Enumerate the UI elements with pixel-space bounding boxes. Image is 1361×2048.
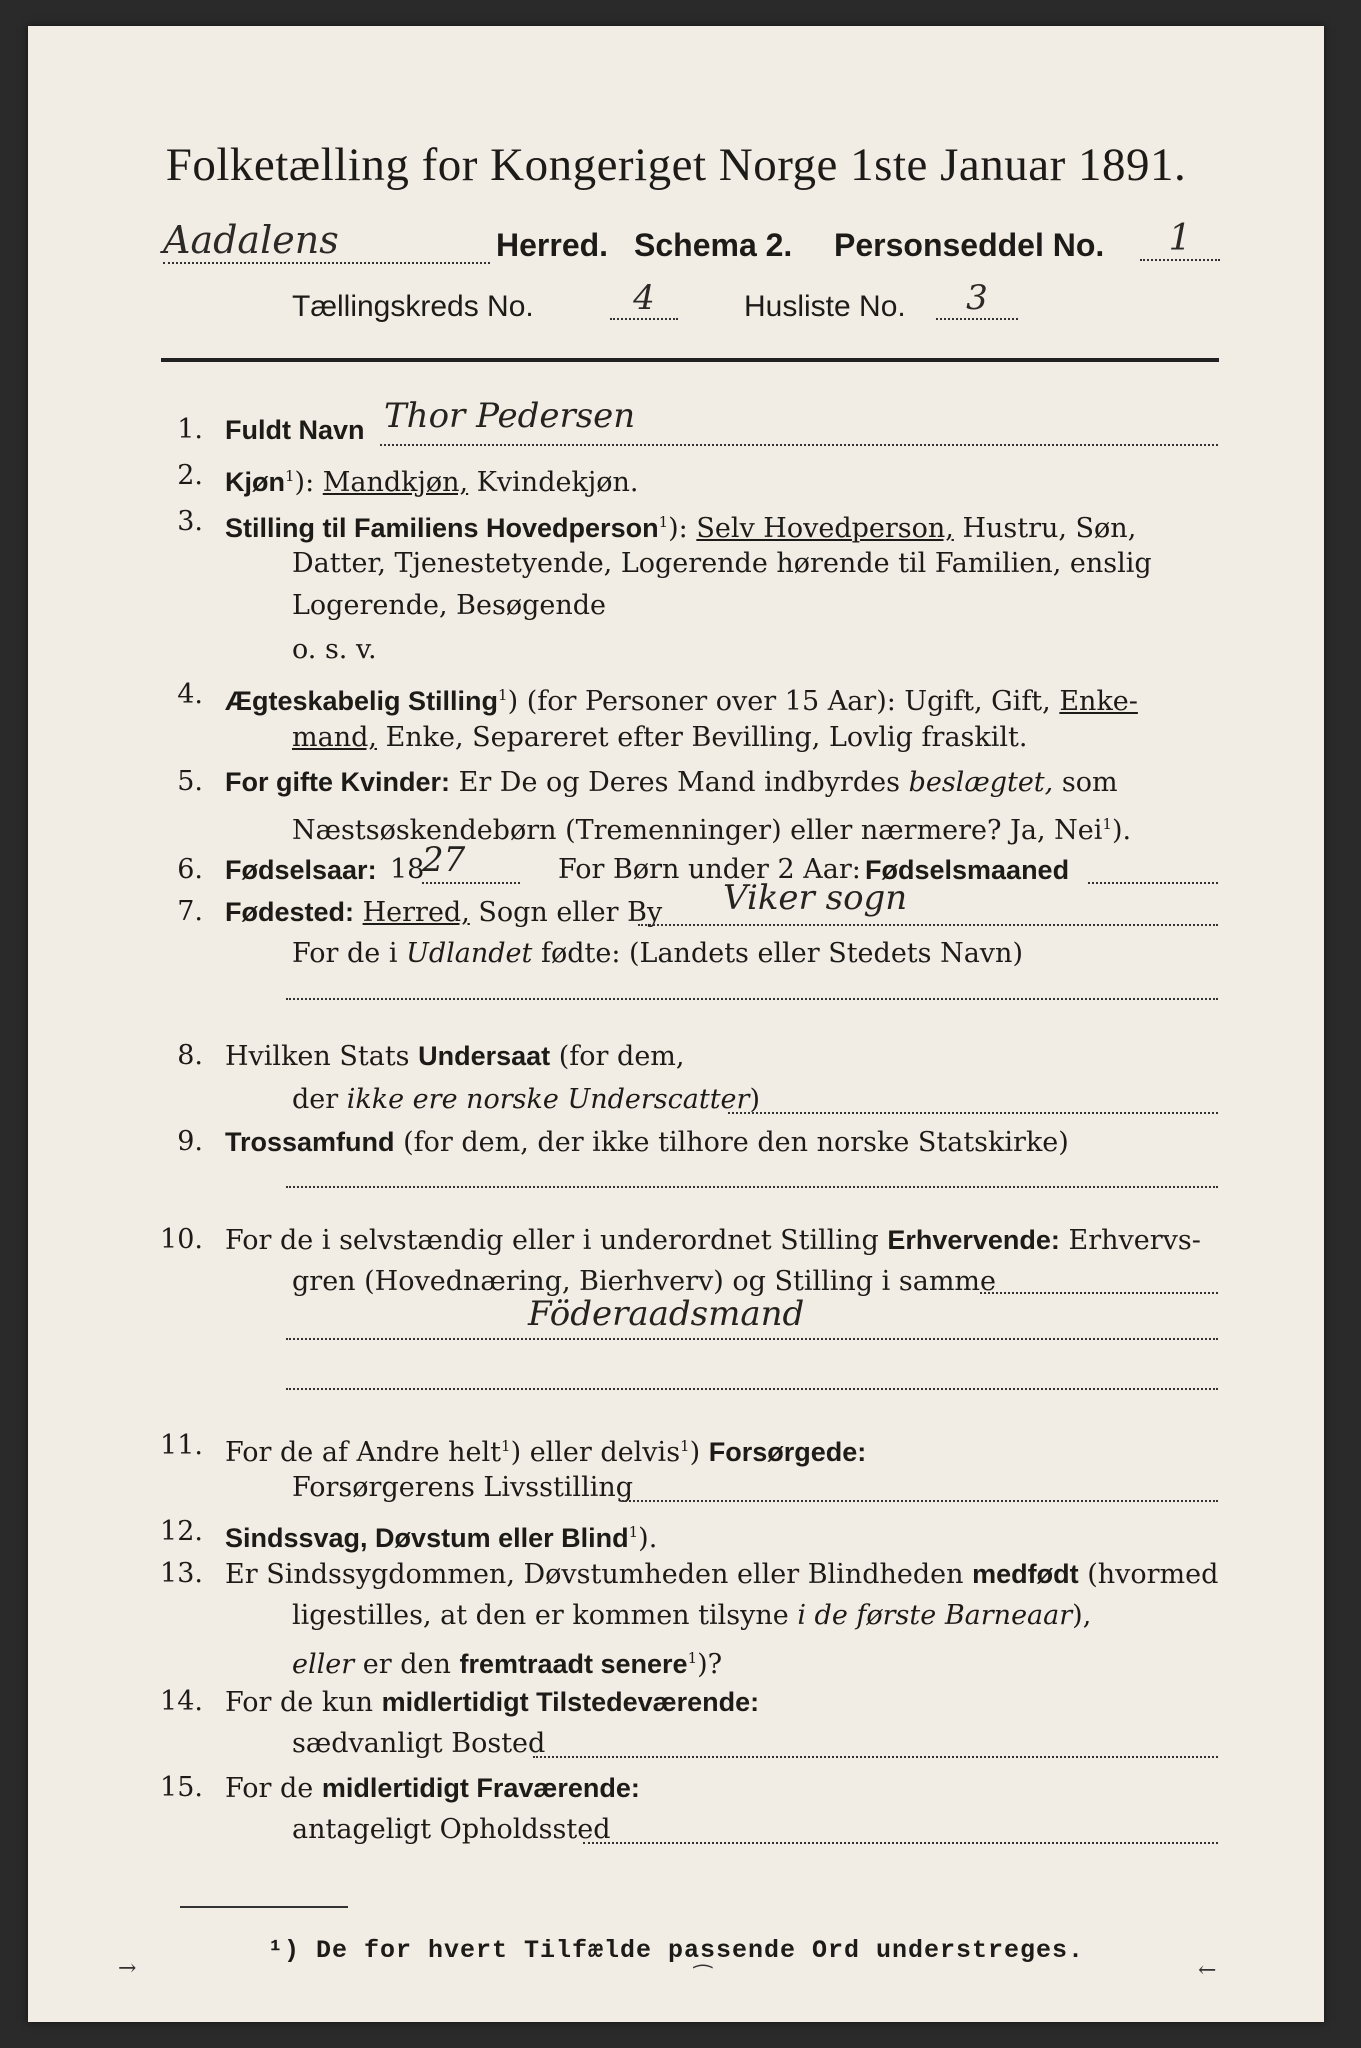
birthplace-selected: Herred, [362, 897, 470, 928]
form-title: Folketælling for Kongeriget Norge 1ste Januar 1891. [165, 139, 1187, 191]
full-name-value: Thor Pedersen [384, 396, 636, 436]
birthplace-value: Viker sogn [723, 878, 908, 918]
header-divider [161, 358, 1219, 362]
position-line-4: o. s. v. [292, 634, 377, 665]
full-name-label: Fuldt Navn [225, 415, 365, 445]
sex-label: Kjøn [225, 467, 285, 497]
position-label: Stilling til Familiens Hovedperson [225, 513, 659, 543]
ink-mark-left: → [118, 1956, 137, 1981]
herred-label: Herred. [496, 227, 609, 263]
husliste-number: 3 [936, 278, 1018, 320]
occupation-value: Föderaadsmand [528, 1294, 805, 1334]
footnote: ¹) De for hvert Tilfælde passende Ord understreges. [267, 1936, 1085, 1965]
position-line-2: Datter, Tjenestetyende, Logerende hørende til Familien, enslig [292, 548, 1152, 579]
marital-selected-a: Enke- [1059, 686, 1138, 717]
municipality-field: Aadalens [163, 218, 490, 264]
marital-selected-b: mand, [292, 722, 377, 753]
personseddel-label: Personseddel No. [834, 227, 1105, 263]
kreds-number: 4 [610, 278, 678, 320]
position-selected: Selv Hovedperson, [696, 513, 954, 544]
kreds-label: Tællingskreds No. [292, 290, 534, 323]
schema-label: Schema 2. [634, 227, 793, 263]
sex-option-female: Kvindekjøn. [476, 467, 639, 498]
full-name-line [380, 444, 1218, 446]
husliste-label: Husliste No. [744, 290, 906, 323]
position-line-3: Logerende, Besøgende [292, 590, 606, 621]
ink-mark-right: ← [1198, 1958, 1217, 1983]
census-form-page: Folketælling for Kongeriget Norge 1ste Januar 1891. Aadalens Herred. Schema 2. Personseddel No. 1 Tællingskreds No. 4 Husliste No. 3 1. Fuldt Navn Thor Pedersen 2. Kjøn$^1$): Mandkjøn, Kvindekjøn. 3. Stilling til Familiens Hovedperson$^1$): Selv Hovedperson, Hustru, Søn, Datter, Tjenestetyende, Logerende hørende til Familien, enslig Logerende, Besøgende o. s. v. 4. Ægteskabelig Stilling$^1$) (for Personer over 15 Aar): Ugift, Gift, Enke- mand, Enke, Separeret efter Bevilling, Lovlig fraskilt. 5. For gifte Kvinder: Er De og Deres Mand indbyrdes beslægtet, som Næstsøskendebørn (Tremenninger) eller nærmere? Ja, Nei$^1$). 6. Fødselsaar: 18 27 For Børn under 2 Aar: Fødselsmaaned 7. Fødested: Herred, Sogn eller By Viker sogn For de i Udlandet fødte: (Landets eller Stedets Navn) 8. Hvilken Stats Undersaat (for dem, der ikke ere norske Underscatter) 9. Trossamfund (for dem, der ikke tilhore den norske Statskirke) 10. For de i selvstændig eller i underordnet Stilling Erhvervende: Erhvervs- gren (Hovednæring, Bierhverv) og Stilling i samme Föderaadsmand 11. For de af Andre helt$^1$) eller delvis$^1$) Forsørgede: Forsørgerens Livsstilling 12. Sindssvag, Døvstum eller Blind$^1$). 13. Er Sindssygdommen, Døvstumheden eller Blindheden medfødt (hvormed ligestilles, at den er kommen tilsyne i de første Barneaar), eller er den fremtraadt senere$^1$)? 14. For de kun midlertidigt Tilstedeværende: sædvanligt Bosted 15. For de midlertidigt Fraværende: antageligt Opholdssted ¹) De for hvert Tilfælde passende Ord understreges. → ⁀ ← [28, 26, 1324, 2022]
foreign-birthplace-line [286, 998, 1218, 1000]
footnote-divider [180, 1906, 348, 1908]
ink-mark-center: ⁀ [694, 1966, 712, 1991]
sex-option-male-selected: Mandkjøn, [322, 467, 469, 498]
marital-label: Ægteskabelig Stilling [225, 686, 499, 716]
personseddel-number: 1 [1140, 218, 1220, 261]
birth-year-value: 27 [422, 840, 466, 880]
